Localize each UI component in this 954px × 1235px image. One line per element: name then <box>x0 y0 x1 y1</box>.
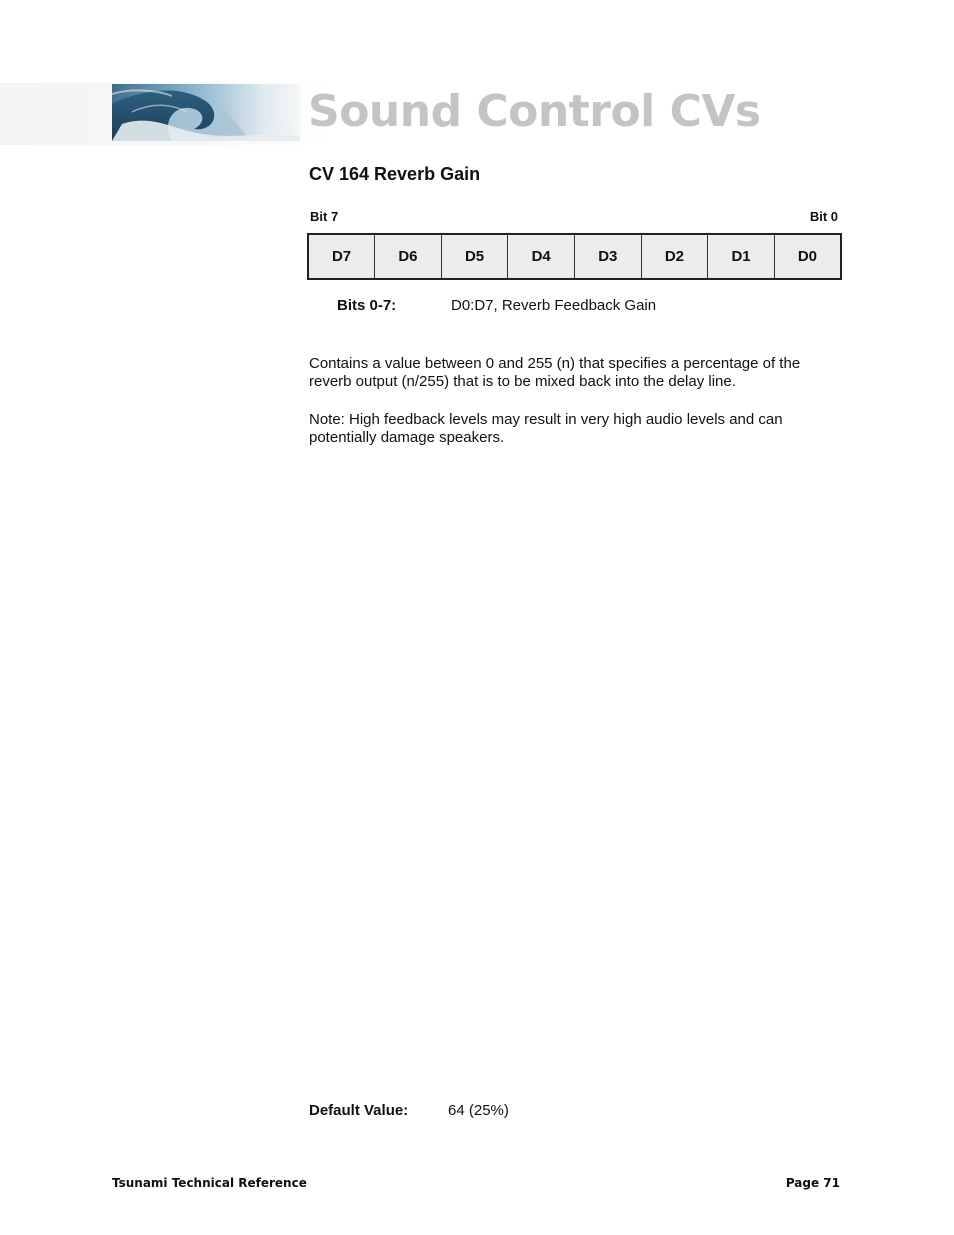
bit-cell-d5: D5 <box>441 234 508 279</box>
default-value: 64 (25%) <box>448 1102 509 1119</box>
bit-cell-d4: D4 <box>508 234 575 279</box>
description-paragraph: Contains a value between 0 and 255 (n) that specifies a percentage of the reverb output (n/255) that is to be mixed back into the delay line. <box>309 355 801 390</box>
footer-document-title: Tsunami Technical Reference <box>112 1176 307 1190</box>
page-title: Sound Control CVs <box>308 86 761 137</box>
wave-image <box>112 84 300 141</box>
bit-cell-d0: D0 <box>774 234 841 279</box>
bits-range-label: Bits 0-7: <box>337 297 397 314</box>
bit-low-label: Bit 0 <box>809 209 838 224</box>
section-title: CV 164 Reverb Gain <box>309 164 481 184</box>
bit-layout-table <box>307 233 842 280</box>
footer-page-number: Page 71 <box>785 1176 840 1190</box>
bit-cell-d3: D3 <box>575 234 642 279</box>
bit-cell-d1: D1 <box>708 234 775 279</box>
bit-cell-d6: D6 <box>375 234 442 279</box>
note-paragraph: Note: High feedback levels may result in very high audio levels and can potentially damage speakers. <box>309 411 783 446</box>
bit-high-label: Bit 7 <box>310 209 339 224</box>
default-value-label: Default Value: <box>309 1102 409 1119</box>
bit-layout-row <box>308 234 841 279</box>
bits-range-description: D0:D7, Reverb Feedback Gain <box>451 297 657 314</box>
bit-cell-d7: D7 <box>308 234 375 279</box>
bit-cell-d2: D2 <box>641 234 708 279</box>
